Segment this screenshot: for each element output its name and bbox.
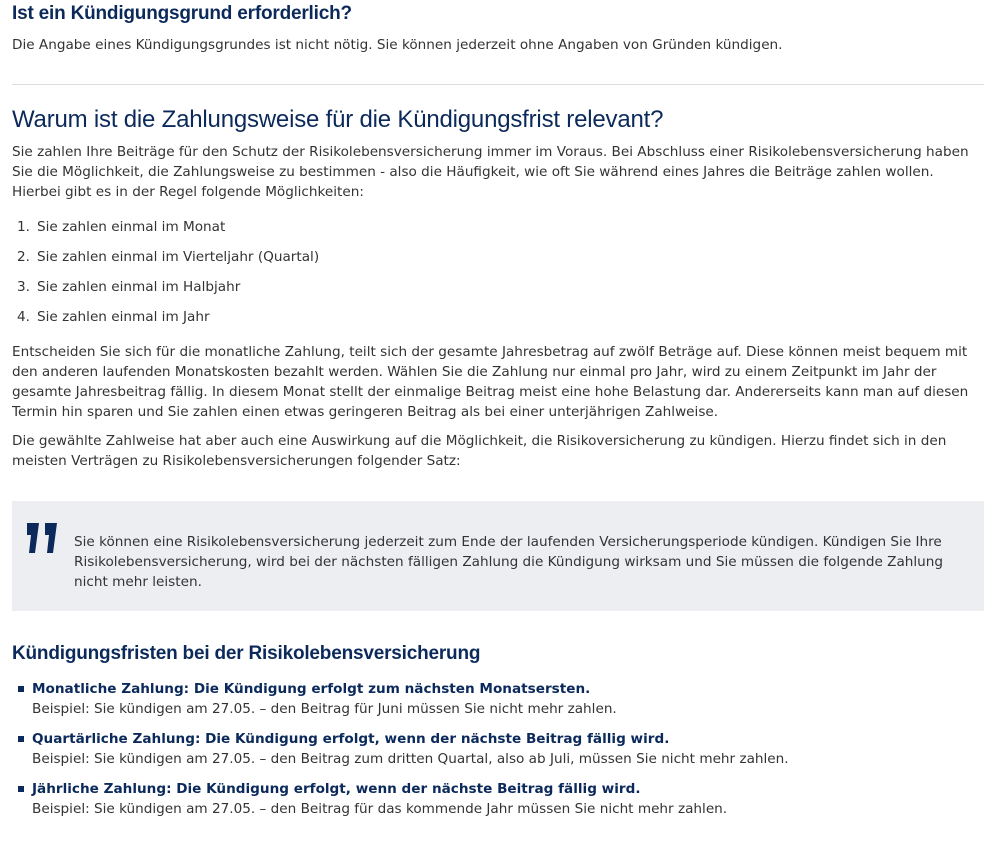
section-intro-zahlungsweise: Sie zahlen Ihre Beiträge für den Schutz der Risikolebensversicherung immer im Voraus. Bei Abschluss einer Risikolebensversicherung haben Sie die Möglichkeit, die Zahlungsweise zu bestimmen - also die Häufigkeit, wie oft Sie während eines Jahres die Beiträge zahlen wollen. Hierbei gibt es in der Regel folgende Möglichkeiten: <box>12 144 969 200</box>
square-bullet-icon <box>18 736 24 742</box>
list-text: Sie zahlen einmal im Jahr <box>37 309 210 325</box>
section-divider <box>12 84 984 85</box>
list-item <box>12 276 319 306</box>
list-number: 2. <box>17 249 30 265</box>
period-example: Beispiel: Sie kündigen am 27.05. – den Beitrag für Juni müssen Sie nicht mehr zahlen. <box>32 701 617 717</box>
list-text: Sie zahlen einmal im Halbjahr <box>37 279 241 295</box>
period-headline: Jährliche Zahlung: Die Kündigung erfolgt, wenn der nächste Beitrag fällig wird. <box>32 781 641 797</box>
section-title-kuendigungsgrund: Ist ein Kündigungsgrund erforderlich? <box>12 3 352 24</box>
paragraph-monthly-vs-yearly: Entscheiden Sie sich für die monatliche Zahlung, teilt sich der gesamte Jahresbetrag auf zwölf Beträge auf. Diese können meist bequem mit den anderen laufenden Monatskosten bezahlt werden. Wählen Sie die Zahlung nur einmal pro Jahr, wird zu einem Zeitpunkt im Jahr der gesamte Jahresbeitrag fällig. In diesem Monat stellt der einmalige Beitrag meist eine hohe Belastung dar. Andererseits kann man auf diesen Termin hin sparen und Sie zahlen einen etwas geringeren Beitrag als bei einer unterjährigen Zahlweise. <box>12 344 969 420</box>
period-example: Beispiel: Sie kündigen am 27.05. – den Beitrag zum dritten Quartal, also ab Juli, müssen Sie nicht mehr zahlen. <box>32 751 789 767</box>
contract-quote-box <box>12 501 984 611</box>
list-number: 1. <box>17 219 30 235</box>
section-title-kuendigungsfristen: Kündigungsfristen bei der Risikolebensversicherung <box>12 643 481 664</box>
list-text: Sie zahlen einmal im Monat <box>37 219 226 235</box>
section-text-kuendigungsgrund: Die Angabe eines Kündigungsgrundes ist nicht nötig. Sie können jederzeit ohne Angaben von Gründen kündigen. <box>12 37 783 53</box>
list-item <box>12 729 984 779</box>
period-headline: Monatliche Zahlung: Die Kündigung erfolgt zum nächsten Monatsersten. <box>32 681 591 697</box>
list-text: Sie zahlen einmal im Vierteljahr (Quartal) <box>37 249 320 265</box>
square-bullet-icon <box>18 686 24 692</box>
list-item <box>12 246 319 276</box>
paragraph-cancellation-effect: Die gewählte Zahlweise hat aber auch eine Auswirkung auf die Möglichkeit, die Risikoversicherung zu kündigen. Hierzu findet sich in den meisten Verträgen zu Risikolebensversicherungen folgender Satz: <box>12 433 947 469</box>
quote-mark-icon <box>26 523 58 553</box>
payment-options-list <box>12 216 319 336</box>
square-bullet-icon <box>18 786 24 792</box>
list-item <box>12 679 984 729</box>
cancellation-periods-list <box>12 679 984 829</box>
section-title-zahlungsweise: Warum ist die Zahlungsweise für die Kündigungsfrist relevant? <box>12 106 664 133</box>
period-headline: Quartärliche Zahlung: Die Kündigung erfolgt, wenn der nächste Beitrag fällig wird. <box>32 731 670 747</box>
list-item <box>12 779 984 829</box>
list-number: 4. <box>17 309 30 325</box>
list-item <box>12 216 319 246</box>
quote-text: Sie können eine Risikolebensversicherung jederzeit zum Ende der laufenden Versicherungsperiode kündigen. Kündigen Sie Ihre Risikolebensversicherung, wird bei der nächsten fälligen Zahlung die Kündigung wirksam und Sie müssen die folgende Zahlung nicht mehr leisten. <box>74 534 944 590</box>
list-item <box>12 306 319 336</box>
list-number: 3. <box>17 279 30 295</box>
period-example: Beispiel: Sie kündigen am 27.05. – den Beitrag für das kommende Jahr müssen Sie nicht mehr zahlen. <box>32 801 728 817</box>
